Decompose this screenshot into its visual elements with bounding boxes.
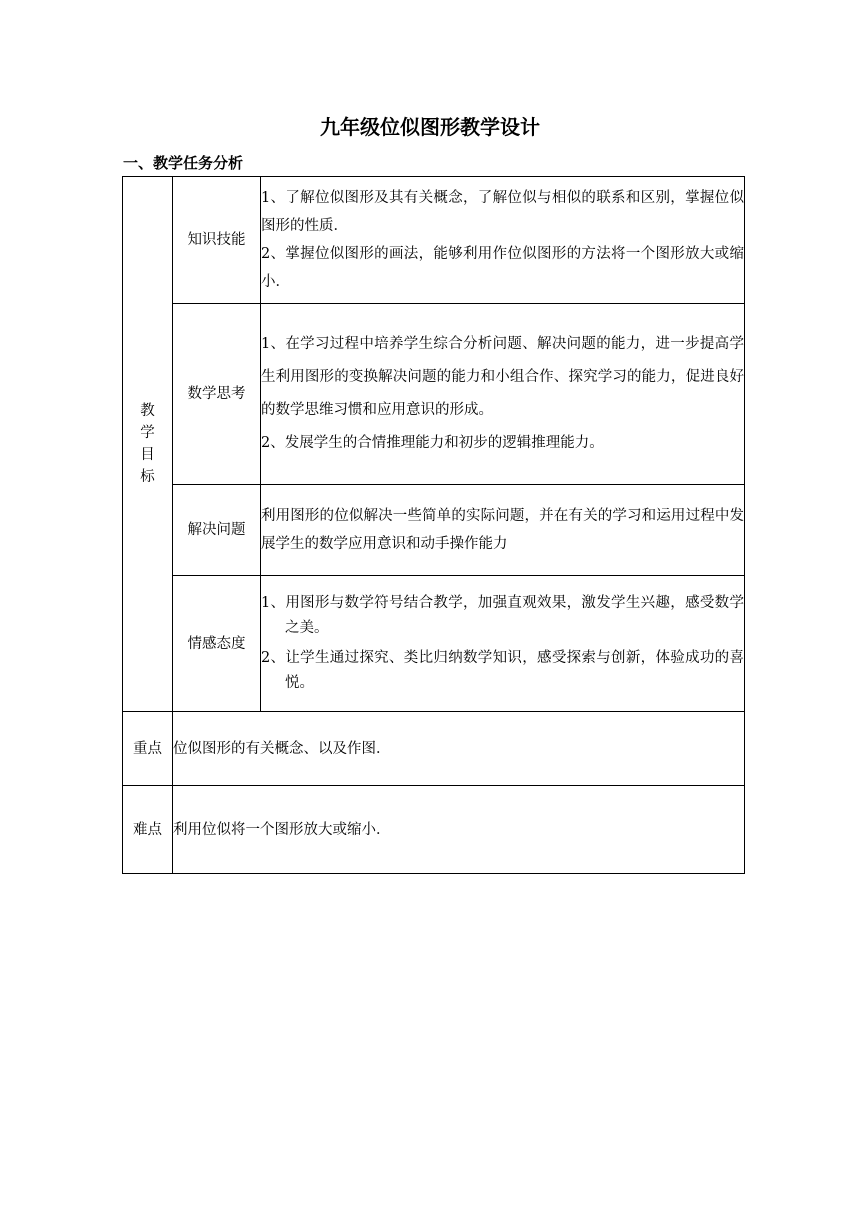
key-point-text: 位似图形的有关概念、以及作图． (173, 712, 745, 786)
category-attitude: 情感态度 (173, 576, 261, 712)
group-label-char: 目 (140, 447, 155, 463)
group-label-char: 标 (140, 469, 155, 485)
difficulty-label: 难点 (123, 786, 173, 874)
table-row (123, 304, 745, 485)
content-line: 2、让学生通过探究、类比归纳数学知识，感受探索与创新，体验成功的喜悦。 (261, 650, 744, 691)
content-line: 1、在学习过程中培养学生综合分析问题、解决问题的能力，进一步提高学生利用图形的变换解决问题的能力和小组合作、探究学习的能力，促进良好的数学思维习惯和应用意识的形成。 (261, 336, 744, 418)
difficulty-row (123, 786, 745, 874)
content-line: 利用图形的位似解决一些简单的实际问题，并在有关的学习和运用过程中发展学生的数学应用意识和动手操作能力 (261, 508, 744, 552)
category-problem-solving: 解决问题 (173, 485, 261, 576)
document-title: 九年级位似图形教学设计 (320, 115, 540, 139)
content-line: 2、掌握位似图形的画法，能够利用作位似图形的方法将一个图形放大或缩小． (261, 246, 744, 290)
group-label-char: 教 (140, 403, 155, 419)
table-row (123, 177, 745, 304)
category-knowledge-skills: 知识技能 (173, 177, 261, 304)
content-attitude (261, 576, 745, 712)
key-point-label: 重点 (123, 712, 173, 786)
teaching-goals-label (123, 177, 173, 712)
content-problem-solving (261, 485, 745, 576)
section-heading: 一、教学任务分析 (123, 154, 244, 172)
content-line: 1、了解位似图形及其有关概念，了解位似与相似的联系和区别，掌握位似图形的性质． (261, 190, 744, 234)
content-math-thinking (261, 304, 745, 485)
key-point-row (123, 712, 745, 786)
content-knowledge-skills (261, 177, 745, 304)
content-line: 2、发展学生的合情推理能力和初步的逻辑推理能力。 (261, 435, 604, 451)
content-line: 1、用图形与数学符号结合教学，加强直观效果，激发学生兴趣，感受数学之美。 (261, 595, 744, 636)
table-row (123, 576, 745, 712)
teaching-analysis-table (122, 176, 745, 874)
difficulty-text: 利用位似将一个图形放大或缩小． (173, 786, 745, 874)
table-row (123, 485, 745, 576)
group-label-char: 学 (140, 425, 155, 441)
category-math-thinking: 数学思考 (173, 304, 261, 485)
